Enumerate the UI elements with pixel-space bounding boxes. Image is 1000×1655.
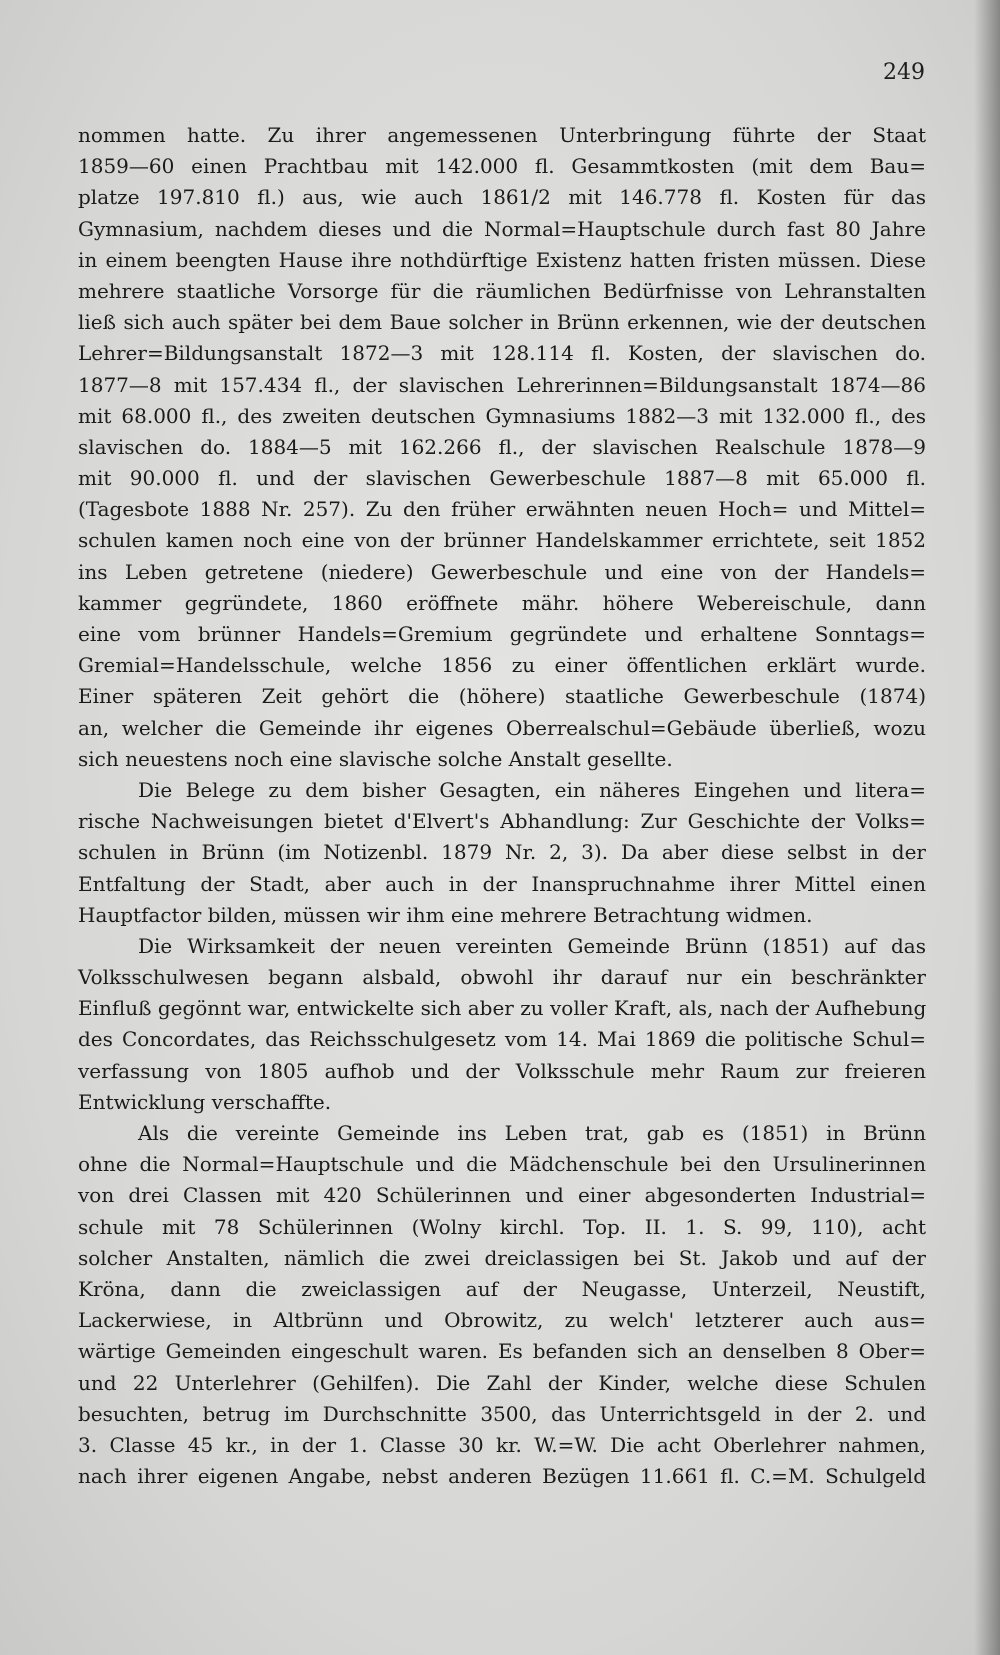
text-line: Kröna, dann die zweiclassigen auf der Neugasse, Unterzeil, Neustift,: [78, 1276, 926, 1301]
text-line: Lehrer=Bildungsanstalt 1872—3 mit 128.114 fl. Kosten, der slavischen do.: [78, 341, 926, 366]
text-line: verfassung von 1805 aufhob und der Volksschule mehr Raum zur freieren: [78, 1058, 926, 1083]
text-line: 1859—60 einen Prachtbau mit 142.000 fl. Gesammtkosten (mit dem Bau=: [78, 154, 926, 179]
text-line: Als die vereinte Gemeinde ins Leben trat, gab es (1851) in Brünn: [138, 1121, 926, 1145]
text-line: mit 68.000 fl., des zweiten deutschen Gymnasiums 1882—3 mit 132.000 fl., des: [78, 403, 926, 428]
text-line: von drei Classen mit 420 Schülerinnen und einer abgesonderten Industrial=: [78, 1183, 926, 1208]
text-line: mit 90.000 fl. und der slavischen Gewerbeschule 1887—8 mit 65.000 fl.: [78, 466, 926, 491]
text-line: des Concordates, das Reichsschulgesetz vom 14. Mai 1869 die politische Schul=: [78, 1027, 926, 1052]
text-line: mehrere staatliche Vorsorge für die räumlichen Bedürfnisse von Lehranstalten: [78, 278, 926, 303]
text-line: ohne die Normal=Hauptschule und die Mädchenschule bei den Ursulinerinnen: [78, 1152, 926, 1177]
body-text: [78, 120, 926, 1492]
text-line: an, welcher die Gemeinde ihr eigenes Oberrealschul=Gebäude überließ, wozu: [78, 715, 926, 740]
text-line: kammer gegründete, 1860 eröffnete mähr. höhere Webereischule, dann: [78, 590, 926, 615]
text-line: Einer späteren Zeit gehört die (höhere) staatliche Gewerbeschule (1874): [78, 684, 926, 709]
paragraph: [78, 120, 926, 775]
text-line: (Tagesbote 1888 Nr. 257). Zu den früher erwähnten neuen Hoch= und Mittel=: [78, 497, 926, 522]
text-line: rische Nachweisungen bietet d'Elvert's Abhandlung: Zur Geschichte der Volks=: [78, 809, 926, 834]
paragraph: [78, 775, 926, 931]
text-line: platze 197.810 fl.) aus, wie auch 1861/2 mit 146.778 fl. Kosten für das: [78, 185, 926, 210]
text-line: und 22 Unterlehrer (Gehilfen). Die Zahl der Kinder, welche diese Schulen: [78, 1370, 926, 1395]
text-line: wärtige Gemeinden eingeschult waren. Es befanden sich an denselben 8 Ober=: [78, 1339, 926, 1364]
text-line: nach ihrer eigenen Angabe, nebst anderen Bezügen 11.661 fl. C.=M. Schulgeld: [78, 1464, 926, 1489]
text-line: 1877—8 mit 157.434 fl., der slavischen Lehrerinnen=Bildungsanstalt 1874—86: [78, 372, 926, 397]
page-number: 249: [883, 60, 925, 85]
text-line: Hauptfactor bilden, müssen wir ihm eine mehrere Betrachtung widmen.: [78, 902, 813, 927]
text-line: schule mit 78 Schülerinnen (Wolny kirchl. Top. II. 1. S. 99, 110), acht: [78, 1214, 926, 1239]
text-line: 3. Classe 45 kr., in der 1. Classe 30 kr. W.=W. Die acht Oberlehrer nahmen,: [78, 1432, 926, 1457]
text-line: Volksschulwesen begann alsbald, obwohl ihr darauf nur ein beschränkter: [78, 965, 926, 990]
paragraph: [78, 1118, 926, 1492]
text-line: Entfaltung der Stadt, aber auch in der Inanspruchnahme ihrer Mittel einen: [78, 871, 926, 896]
text-line: in einem beengten Hause ihre nothdürftige Existenz hatten fristen müssen. Diese: [78, 247, 926, 272]
paragraph: [78, 931, 926, 1118]
text-line: sich neuestens noch eine slavische solche Anstalt gesellte.: [78, 746, 673, 771]
page-spine-shadow: [974, 0, 1000, 1655]
text-line: slavischen do. 1884—5 mit 162.266 fl., der slavischen Realschule 1878—9: [78, 434, 926, 459]
text-line: Entwicklung verschaffte.: [78, 1089, 332, 1114]
text-line: ins Leben getretene (niedere) Gewerbeschule und eine von der Handels=: [78, 559, 926, 584]
text-line: solcher Anstalten, nämlich die zwei dreiclassigen bei St. Jakob und auf der: [78, 1245, 926, 1270]
text-line: eine vom brünner Handels=Gremium gegründete und erhaltene Sonntags=: [78, 622, 926, 646]
text-line: schulen kamen noch eine von der brünner Handelskammer errichtete, seit 1852: [78, 528, 926, 553]
text-line: Einfluß gegönnt war, entwickelte sich aber zu voller Kraft, als, nach der Aufhebung: [78, 996, 927, 1021]
text-line: Lackerwiese, in Altbrünn und Obrowitz, zu welch' letzterer auch aus=: [78, 1308, 926, 1333]
text-line: besuchten, betrug im Durchschnitte 3500, das Unterrichtsgeld in der 2. und: [78, 1401, 926, 1426]
text-line: schulen in Brünn (im Notizenbl. 1879 Nr. 2, 3). Da aber diese selbst in der: [78, 840, 926, 865]
text-line: Gymnasium, nachdem dieses und die Normal=Hauptschule durch fast 80 Jahre: [78, 216, 926, 241]
text-line: ließ sich auch später bei dem Baue solcher in Brünn erkennen, wie der deutschen: [78, 310, 926, 335]
text-line: Die Wirksamkeit der neuen vereinten Gemeinde Brünn (1851) auf das: [138, 933, 926, 958]
text-line: Gremial=Handelsschule, welche 1856 zu einer öffentlichen erklärt wurde.: [78, 653, 926, 678]
text-line: nommen hatte. Zu ihrer angemessenen Unterbringung führte der Staat: [78, 123, 926, 147]
text-line: Die Belege zu dem bisher Gesagten, ein näheres Eingehen und litera=: [138, 777, 926, 802]
